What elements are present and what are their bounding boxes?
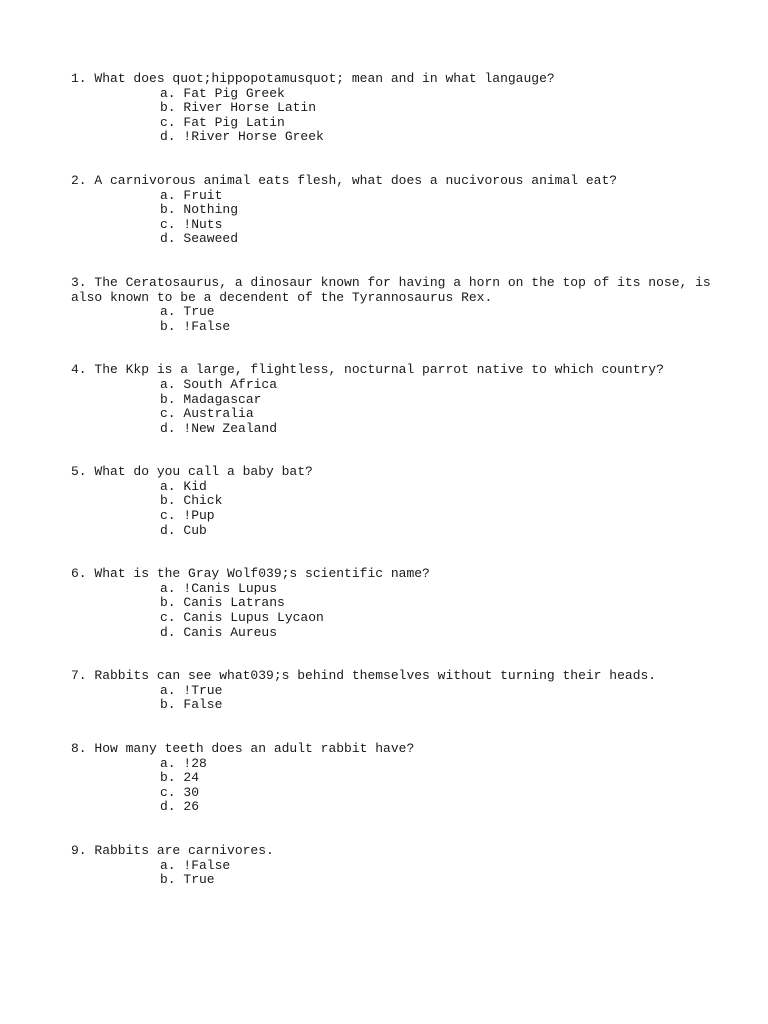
question-3	[71, 274, 719, 334]
option: b. Canis Latrans	[160, 595, 285, 611]
option: a. !Canis Lupus	[160, 580, 278, 596]
options-list	[71, 305, 711, 334]
question-text: 8. How many teeth does an adult rabbit have?	[71, 741, 415, 756]
options-list	[71, 757, 711, 815]
options-list	[71, 87, 711, 145]
options-list	[71, 480, 711, 538]
option: d. 26	[160, 799, 200, 815]
options-list	[71, 189, 711, 247]
option: b. Nothing	[160, 202, 239, 218]
option: b. False	[160, 697, 223, 713]
options-list	[71, 378, 711, 436]
option: d. Canis Aureus	[160, 624, 278, 640]
option: a. !28	[160, 755, 207, 771]
question-text: 4. The Kkp is a large, flightless, nocturnal parrot native to which country?	[71, 362, 664, 378]
option: d. Cub	[160, 522, 207, 538]
question-6	[71, 567, 711, 640]
option: a. !True	[160, 682, 223, 698]
option: b. Chick	[160, 493, 223, 509]
option: c. !Nuts	[160, 216, 223, 232]
option: c. !Pup	[160, 508, 215, 524]
question-text: 2. A carnivorous animal eats flesh, what does a nucivorous animal eat?	[71, 172, 618, 188]
option: c. 30	[160, 784, 200, 800]
options-list	[71, 859, 711, 888]
option: a. True	[160, 304, 215, 320]
option: b. !False	[160, 318, 231, 334]
option: a. Fat Pig Greek	[160, 85, 285, 101]
question-8	[71, 742, 711, 815]
options-list	[71, 582, 711, 640]
question-5	[71, 465, 711, 538]
question-9	[71, 844, 711, 888]
question-text: 6. What is the Gray Wolf039;s scientific name?	[71, 566, 430, 582]
question-text: 1. What does quot;hippopotamusquot; mean and in what langauge?	[71, 71, 555, 86]
option: c. Canis Lupus Lycaon	[160, 610, 324, 626]
question-text: 7. Rabbits can see what039;s behind themselves without turning their heads.	[71, 668, 657, 684]
option: b. Madagascar	[160, 391, 262, 407]
option: d. !New Zealand	[160, 420, 278, 436]
option: c. Fat Pig Latin	[160, 114, 285, 130]
question-1	[71, 72, 711, 145]
option: b. 24	[160, 770, 200, 786]
option: a. !False	[160, 857, 231, 873]
question-text: 3. The Ceratosaurus, a dinosaur known for having a horn on the top of its nose, is also known to be a decendent of the Tyrannosaurus Rex.	[71, 274, 719, 305]
option: a. Kid	[160, 478, 207, 494]
question-4	[71, 363, 711, 436]
question-7	[71, 669, 711, 713]
option: a. Fruit	[160, 187, 223, 203]
option: c. Australia	[160, 406, 254, 422]
option: d. Seaweed	[160, 231, 239, 247]
question-text: 5. What do you call a baby bat?	[71, 464, 313, 480]
option: a. South Africa	[160, 376, 278, 392]
option: b. True	[160, 872, 215, 888]
question-2	[71, 174, 711, 247]
option: b. River Horse Latin	[160, 100, 317, 116]
option: d. !River Horse Greek	[160, 129, 324, 145]
quiz-document	[71, 71, 719, 888]
options-list	[71, 684, 711, 713]
question-text: 9. Rabbits are carnivores.	[71, 842, 274, 858]
